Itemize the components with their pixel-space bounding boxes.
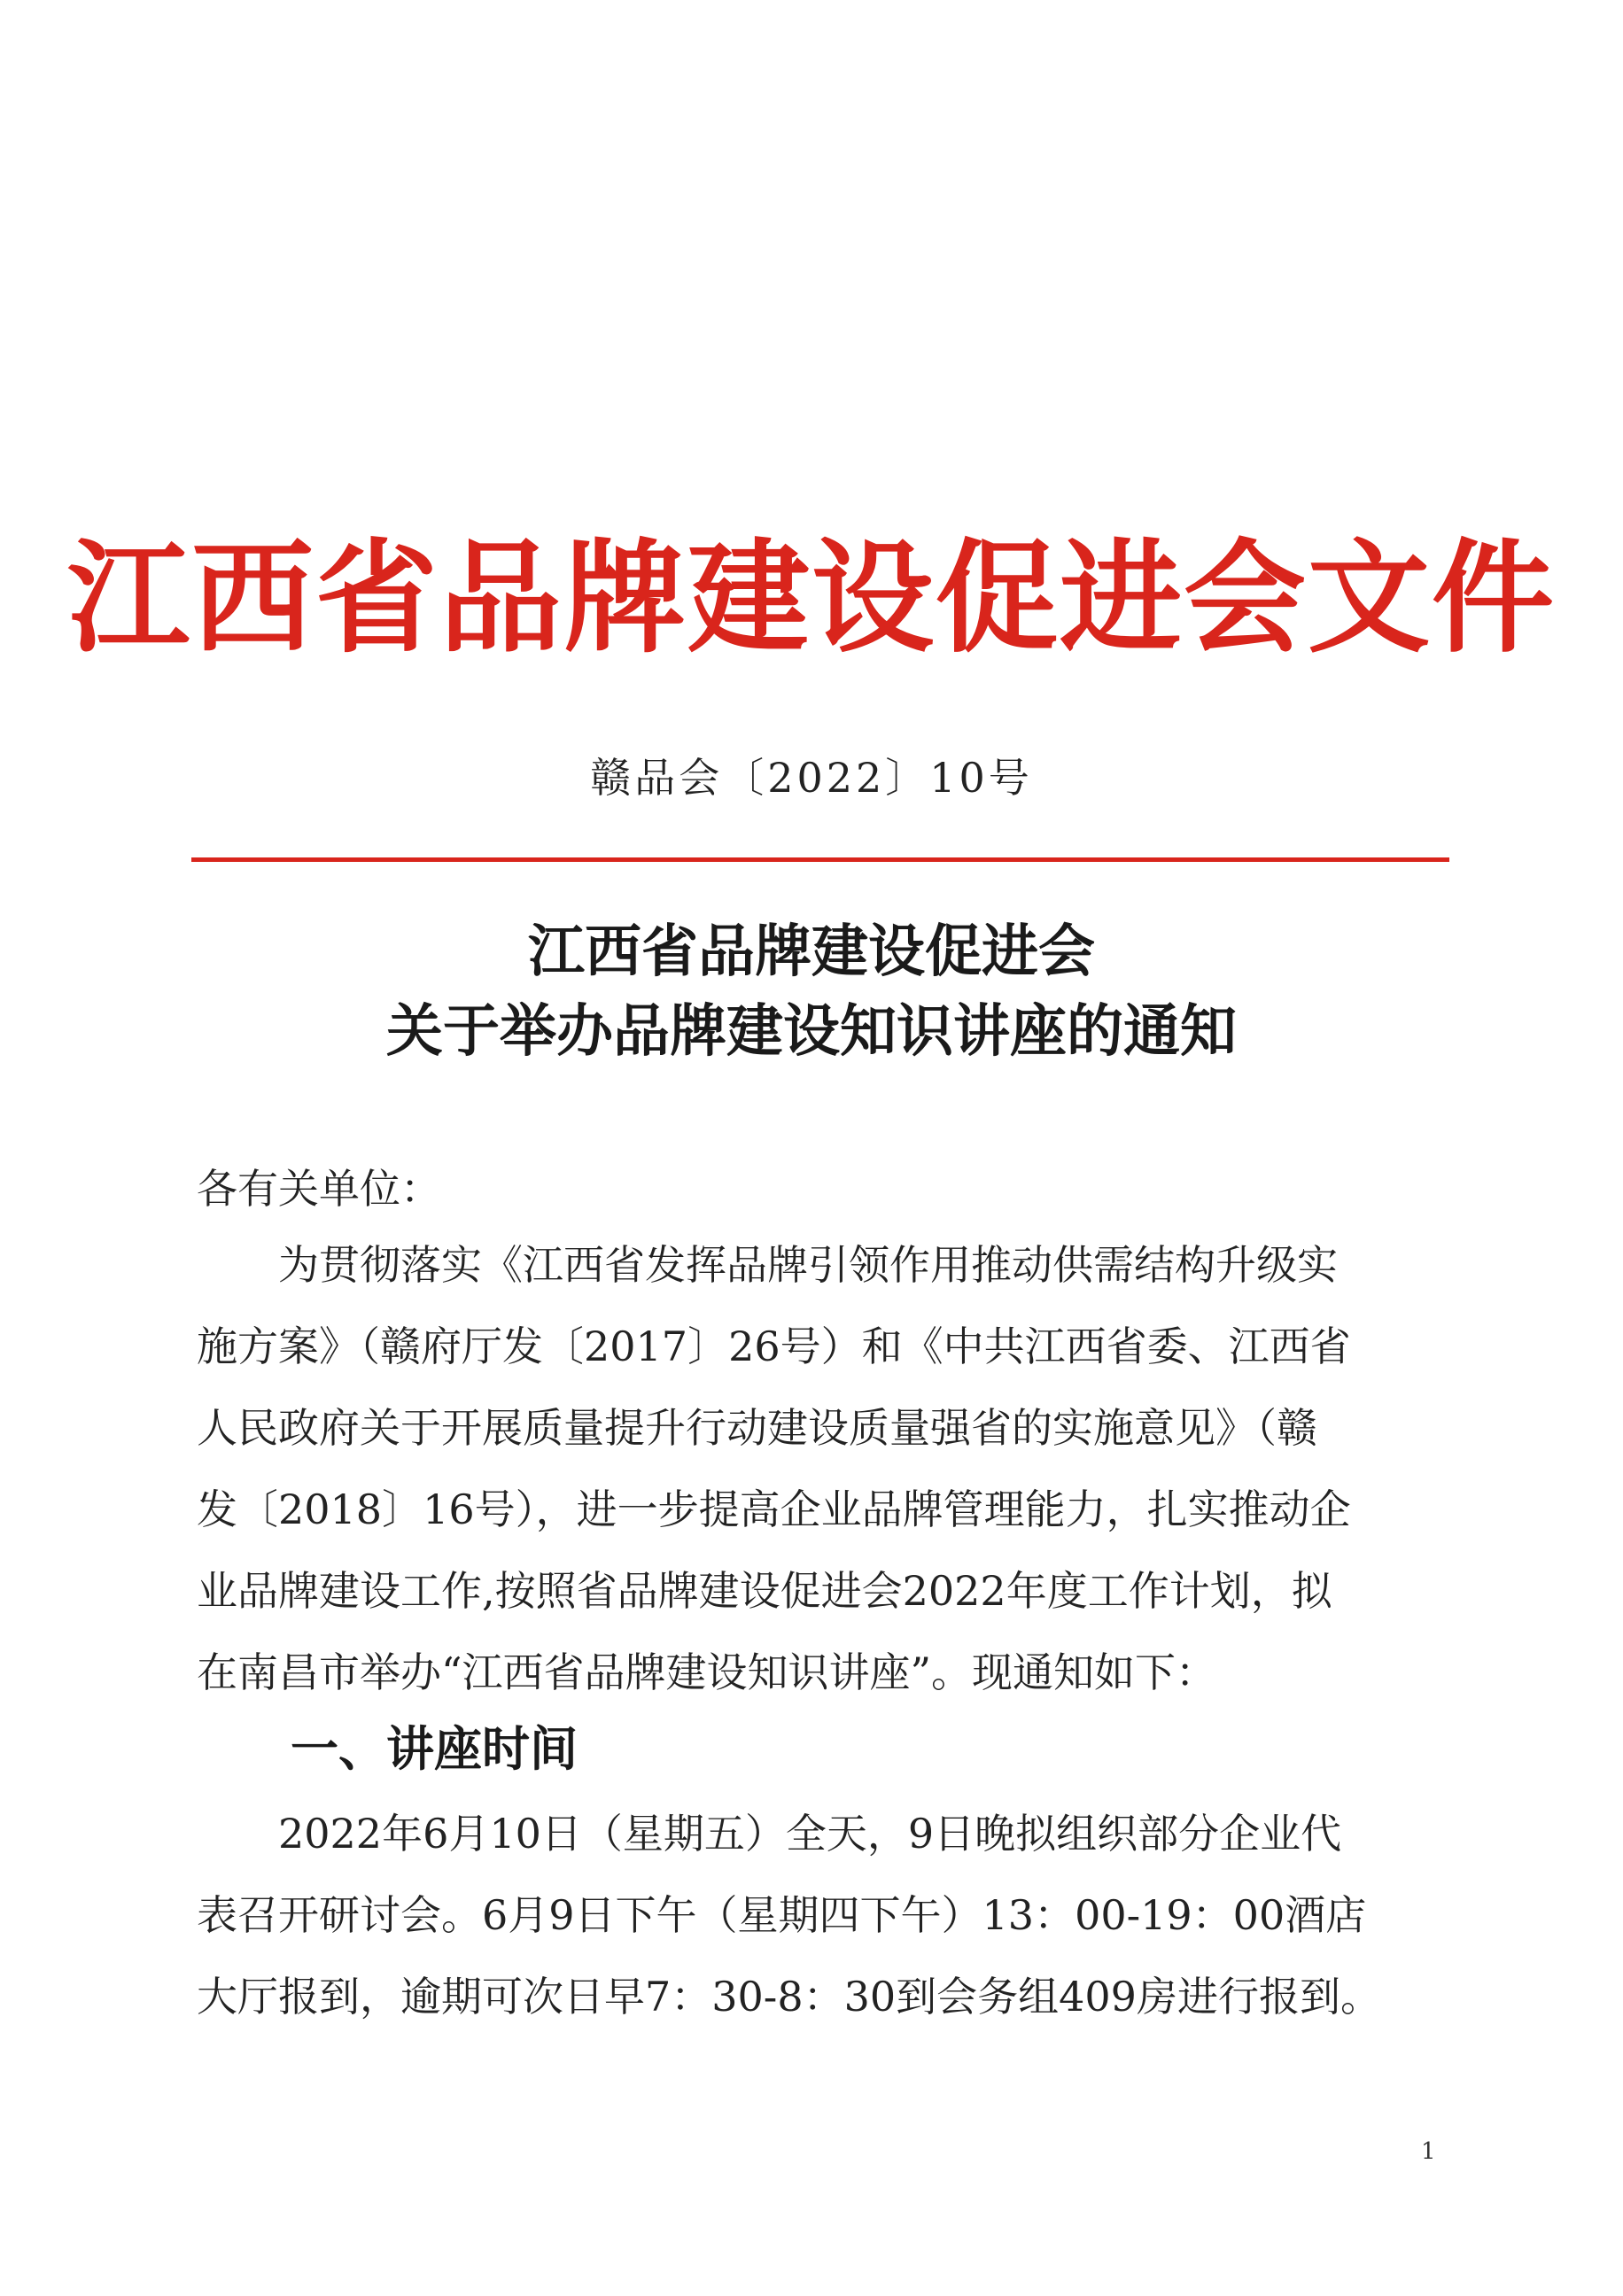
- salutation: 各有关单位：: [197, 1165, 441, 1213]
- intro-line-1: 为贯彻落实《江西省发挥品牌引领作用推动供需结构升级实: [197, 1241, 1338, 1289]
- notice-title-line-2: 关于举办品牌建设知识讲座的通知: [386, 999, 1237, 1065]
- section1-line-2: 表召开研讨会。6月9日下午（星期四下午）13：00-19：00酒店: [197, 1891, 1367, 1939]
- intro-line-5: 业品牌建设工作,按照省品牌建设促进会2022年度工作计划，拟: [197, 1567, 1332, 1615]
- section-heading-time: 一、讲座时间: [291, 1721, 578, 1777]
- masthead-title: 江西省品牌建设促进会文件: [66, 525, 1556, 670]
- intro-line-3: 人民政府关于开展质量提升行动建设质量强省的实施意见》（赣: [197, 1404, 1317, 1452]
- section1-line-1: 2022年6月10日（星期五）全天，9日晚拟组织部分企业代: [197, 1810, 1342, 1858]
- red-rule-divider: [191, 857, 1449, 862]
- document-number: 赣品会〔2022〕10号: [590, 754, 1033, 802]
- notice-title-line-1: 江西省品牌建设促进会: [528, 919, 1095, 985]
- intro-line-2: 施方案》（赣府厅发〔2017〕26号）和《中共江西省委、江西省: [197, 1323, 1351, 1370]
- section1-line-3: 大厅报到，逾期可次日早7：30-8：30到会务组409房进行报到。: [197, 1973, 1381, 2021]
- intro-line-6: 在南昌市举办“江西省品牌建设知识讲座”。现通知如下：: [197, 1648, 1217, 1696]
- intro-line-4: 发〔2018〕16号），进一步提高企业品牌管理能力，扎实推动企: [197, 1485, 1351, 1533]
- page-number: 1: [1421, 2138, 1436, 2165]
